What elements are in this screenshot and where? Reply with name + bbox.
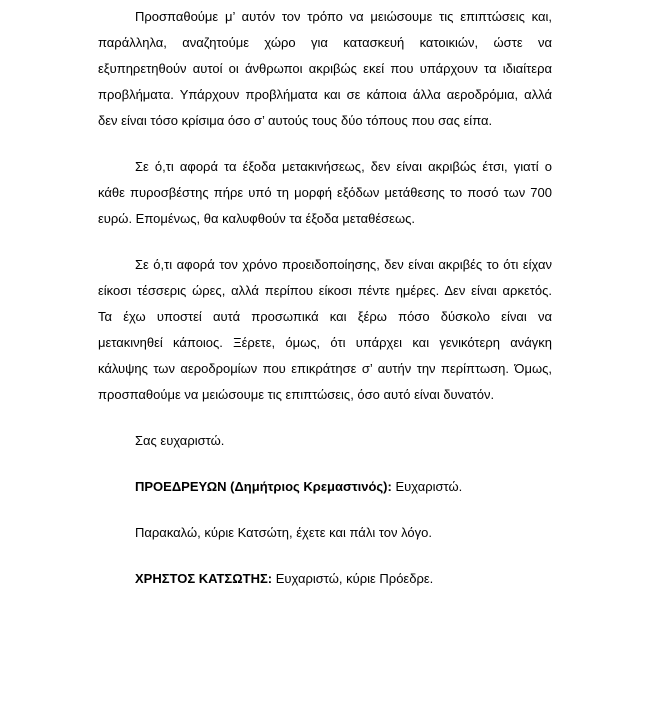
paragraph-2	[98, 154, 552, 232]
speech-text: Παρακαλώ, κύριε Κατσώτη, έχετε και πάλι τον λόγο.	[135, 525, 432, 540]
paragraph-1	[98, 4, 552, 134]
paragraph-3	[98, 252, 552, 408]
speech-text: Ευχαριστώ, κύριε Πρόεδρε.	[272, 571, 434, 586]
text-line: προβλήματα. Υπάρχουν προβλήματα και σε κάποια άλλα αεροδρόμια, αλλά	[98, 87, 552, 102]
chair-statement	[98, 474, 552, 500]
text-line: δεν είναι τόσο κρίσιμα όσο σ’ αυτούς τους δύο τόπους που σας είπα.	[98, 113, 493, 128]
closing-text: Σας ευχαριστώ.	[135, 433, 225, 448]
text-line: παράλληλα, αναζητούμε χώρο για κατασκευή κατοικιών, ώστε να	[98, 35, 552, 50]
text-line: είκοσι τέσσερις ώρες, αλλά περίπου είκοσι πέντε ημέρες. Δεν είναι αρκετός.	[98, 283, 552, 298]
chair-followup	[98, 520, 552, 546]
text-line: ευρώ. Επομένως, θα καλυφθούν τα έξοδα μεταθέσεως.	[98, 211, 415, 226]
speech-text: Ευχαριστώ.	[391, 479, 463, 494]
speaker-name: ΧΡΗΣΤΟΣ ΚΑΤΣΩΤΗΣ:	[135, 571, 273, 586]
reply-statement	[98, 566, 552, 592]
speaker-name: ΠΡΟΕΔΡΕΥΩΝ (Δημήτριος Κρεμαστινός):	[135, 479, 392, 494]
text-line: Προσπαθούμε μ’ αυτόν τον τρόπο να μειώσουμε τις επιπτώσεις και,	[135, 9, 552, 24]
text-line: κάλυψης των αεροδρομίων που επικράτησε σ’ αυτήν την περίπτωση. Όμως,	[98, 361, 552, 376]
text-line: Σε ό,τι αφορά τα έξοδα μετακινήσεως, δεν είναι ακριβώς έτσι, γιατί ο	[135, 159, 552, 174]
document-page	[98, 4, 552, 612]
closing-line	[98, 428, 552, 454]
text-line: κάθε πυροσβέστης πήρε υπό τη μορφή εξόδων μετάθεσης το ποσό των 700	[98, 185, 552, 200]
text-line: εξυπηρετηθούν αυτοί οι άνθρωποι ακριβώς εκεί που υπάρχουν τα ιδιαίτερα	[98, 61, 552, 76]
text-line: Τα έχω υποστεί αυτά προσωπικά και ξέρω πόσο δύσκολο είναι να	[98, 309, 552, 324]
text-line: προσπαθούμε να μειώσουμε τις επιπτώσεις, όσο αυτό είναι δυνατόν.	[98, 387, 495, 402]
text-line: μετακινηθεί κάποιος. Ξέρετε, όμως, ότι υπάρχει και γενικότερη ανάγκη	[98, 335, 552, 350]
text-line: Σε ό,τι αφορά τον χρόνο προειδοποίησης, δεν είναι ακριβές το ότι είχαν	[135, 257, 552, 272]
